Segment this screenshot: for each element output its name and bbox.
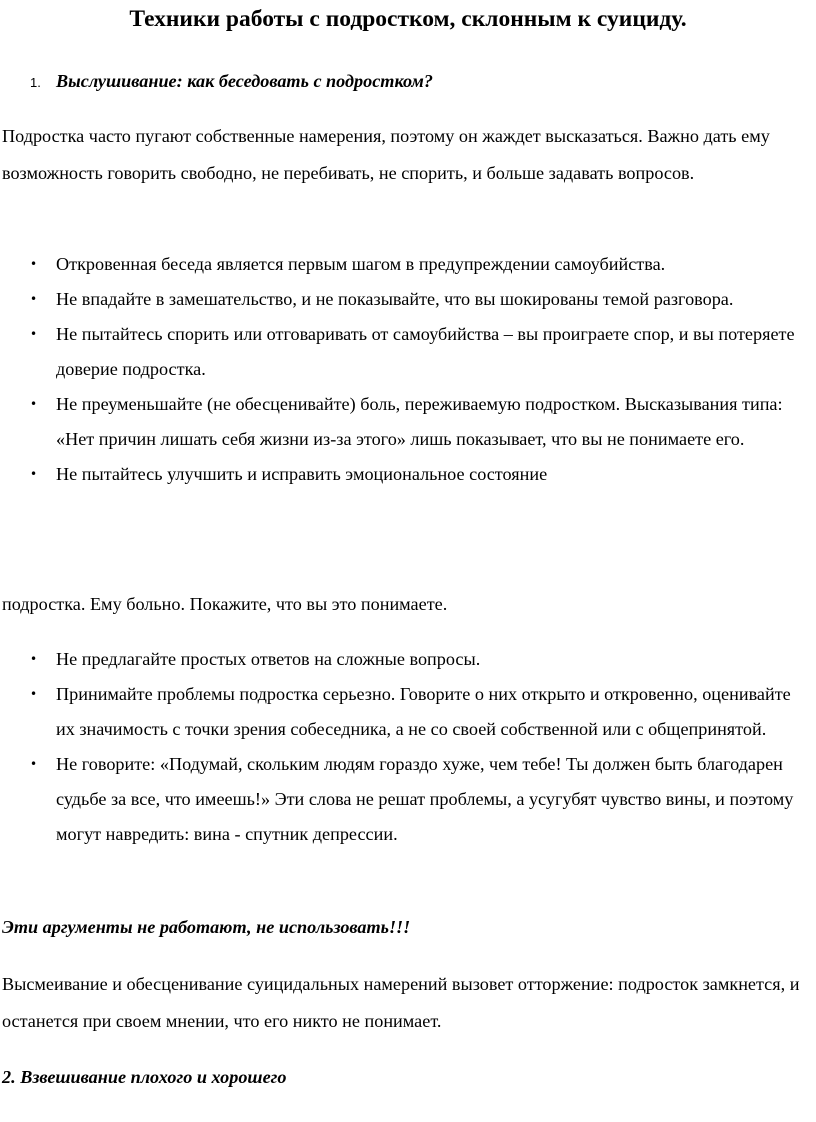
section-1-heading-text: Выслушивание: как беседовать с подростком? [56,71,433,91]
intro-paragraph: Подростка часто пугают собственные намерения, поэтому он жаждет высказаться. Важно дать ему возможность говорить свободно, не перебивать, не спорить, и больше задавать вопросов. [2,126,770,183]
warning-heading: Эти аргументы не работают, не использовать!!! [2,917,411,937]
list-item [0,387,816,457]
list-item [0,642,816,677]
list-item-text: Не пытайтесь спорить или отговаривать от самоубийства – вы проиграете спор, и вы потеряете доверие подростка. [56,324,795,379]
list-item-text: Принимайте проблемы подростка серьезно. Говорите о них открыто и откровенно, оценивайте их значимость с точки зрения собеседника, а не со своей собственной или с общепринятой. [56,684,791,739]
advice-list-1 [0,247,816,492]
continuation-paragraph: подростка. Ему больно. Покажите, что вы это понимаете. [2,594,448,614]
list-item [0,247,816,282]
bullet-icon: • [30,687,38,701]
section-1-number: 1. [30,75,41,90]
section-1-heading [30,68,433,96]
bullet-icon: • [30,397,38,411]
warning-paragraph: Высмеивание и обесценивание суицидальных намерений вызовет отторжение: подросток замкнется, и останется при своем мнении, что его никто не понимает. [2,974,800,1031]
section-2-heading: 2. Взвешивание плохого и хорошего [2,1067,287,1087]
bullet-icon: • [30,467,38,481]
list-item [0,747,816,852]
list-item-text: Не преуменьшайте (не обесценивайте) боль, переживаемую подростком. Высказывания типа: «Нет причин лишать себя жизни из-за этого» лишь показывает, что вы не понимаете его. [56,394,783,449]
advice-list-2 [0,642,816,852]
list-item [0,677,816,747]
list-item-text: Откровенная беседа является первым шагом в предупреждении самоубийства. [56,254,666,274]
bullet-icon: • [30,327,38,341]
bullet-icon: • [30,257,38,271]
list-item [0,457,816,492]
list-item [0,317,816,387]
list-item-text: Не пытайтесь улучшить и исправить эмоциональное состояние [56,464,548,484]
document-title: Техники работы с подростком, склонным к суициду. [129,6,687,32]
list-item-text: Не предлагайте простых ответов на сложные вопросы. [56,649,481,669]
bullet-icon: • [30,757,38,771]
list-item [0,282,816,317]
list-item-text: Не говорите: «Подумай, скольким людям гораздо хуже, чем тебе! Ты должен быть благодарен судьбе за все, что имеешь!» Эти слова не решат проблемы, а усугубят чувство вины, и поэтому могут навредить: вина - спутник депрессии. [56,754,794,844]
bullet-icon: • [30,652,38,666]
bullet-icon: • [30,292,38,306]
list-item-text: Не впадайте в замешательство, и не показывайте, что вы шокированы темой разговора. [56,289,734,309]
